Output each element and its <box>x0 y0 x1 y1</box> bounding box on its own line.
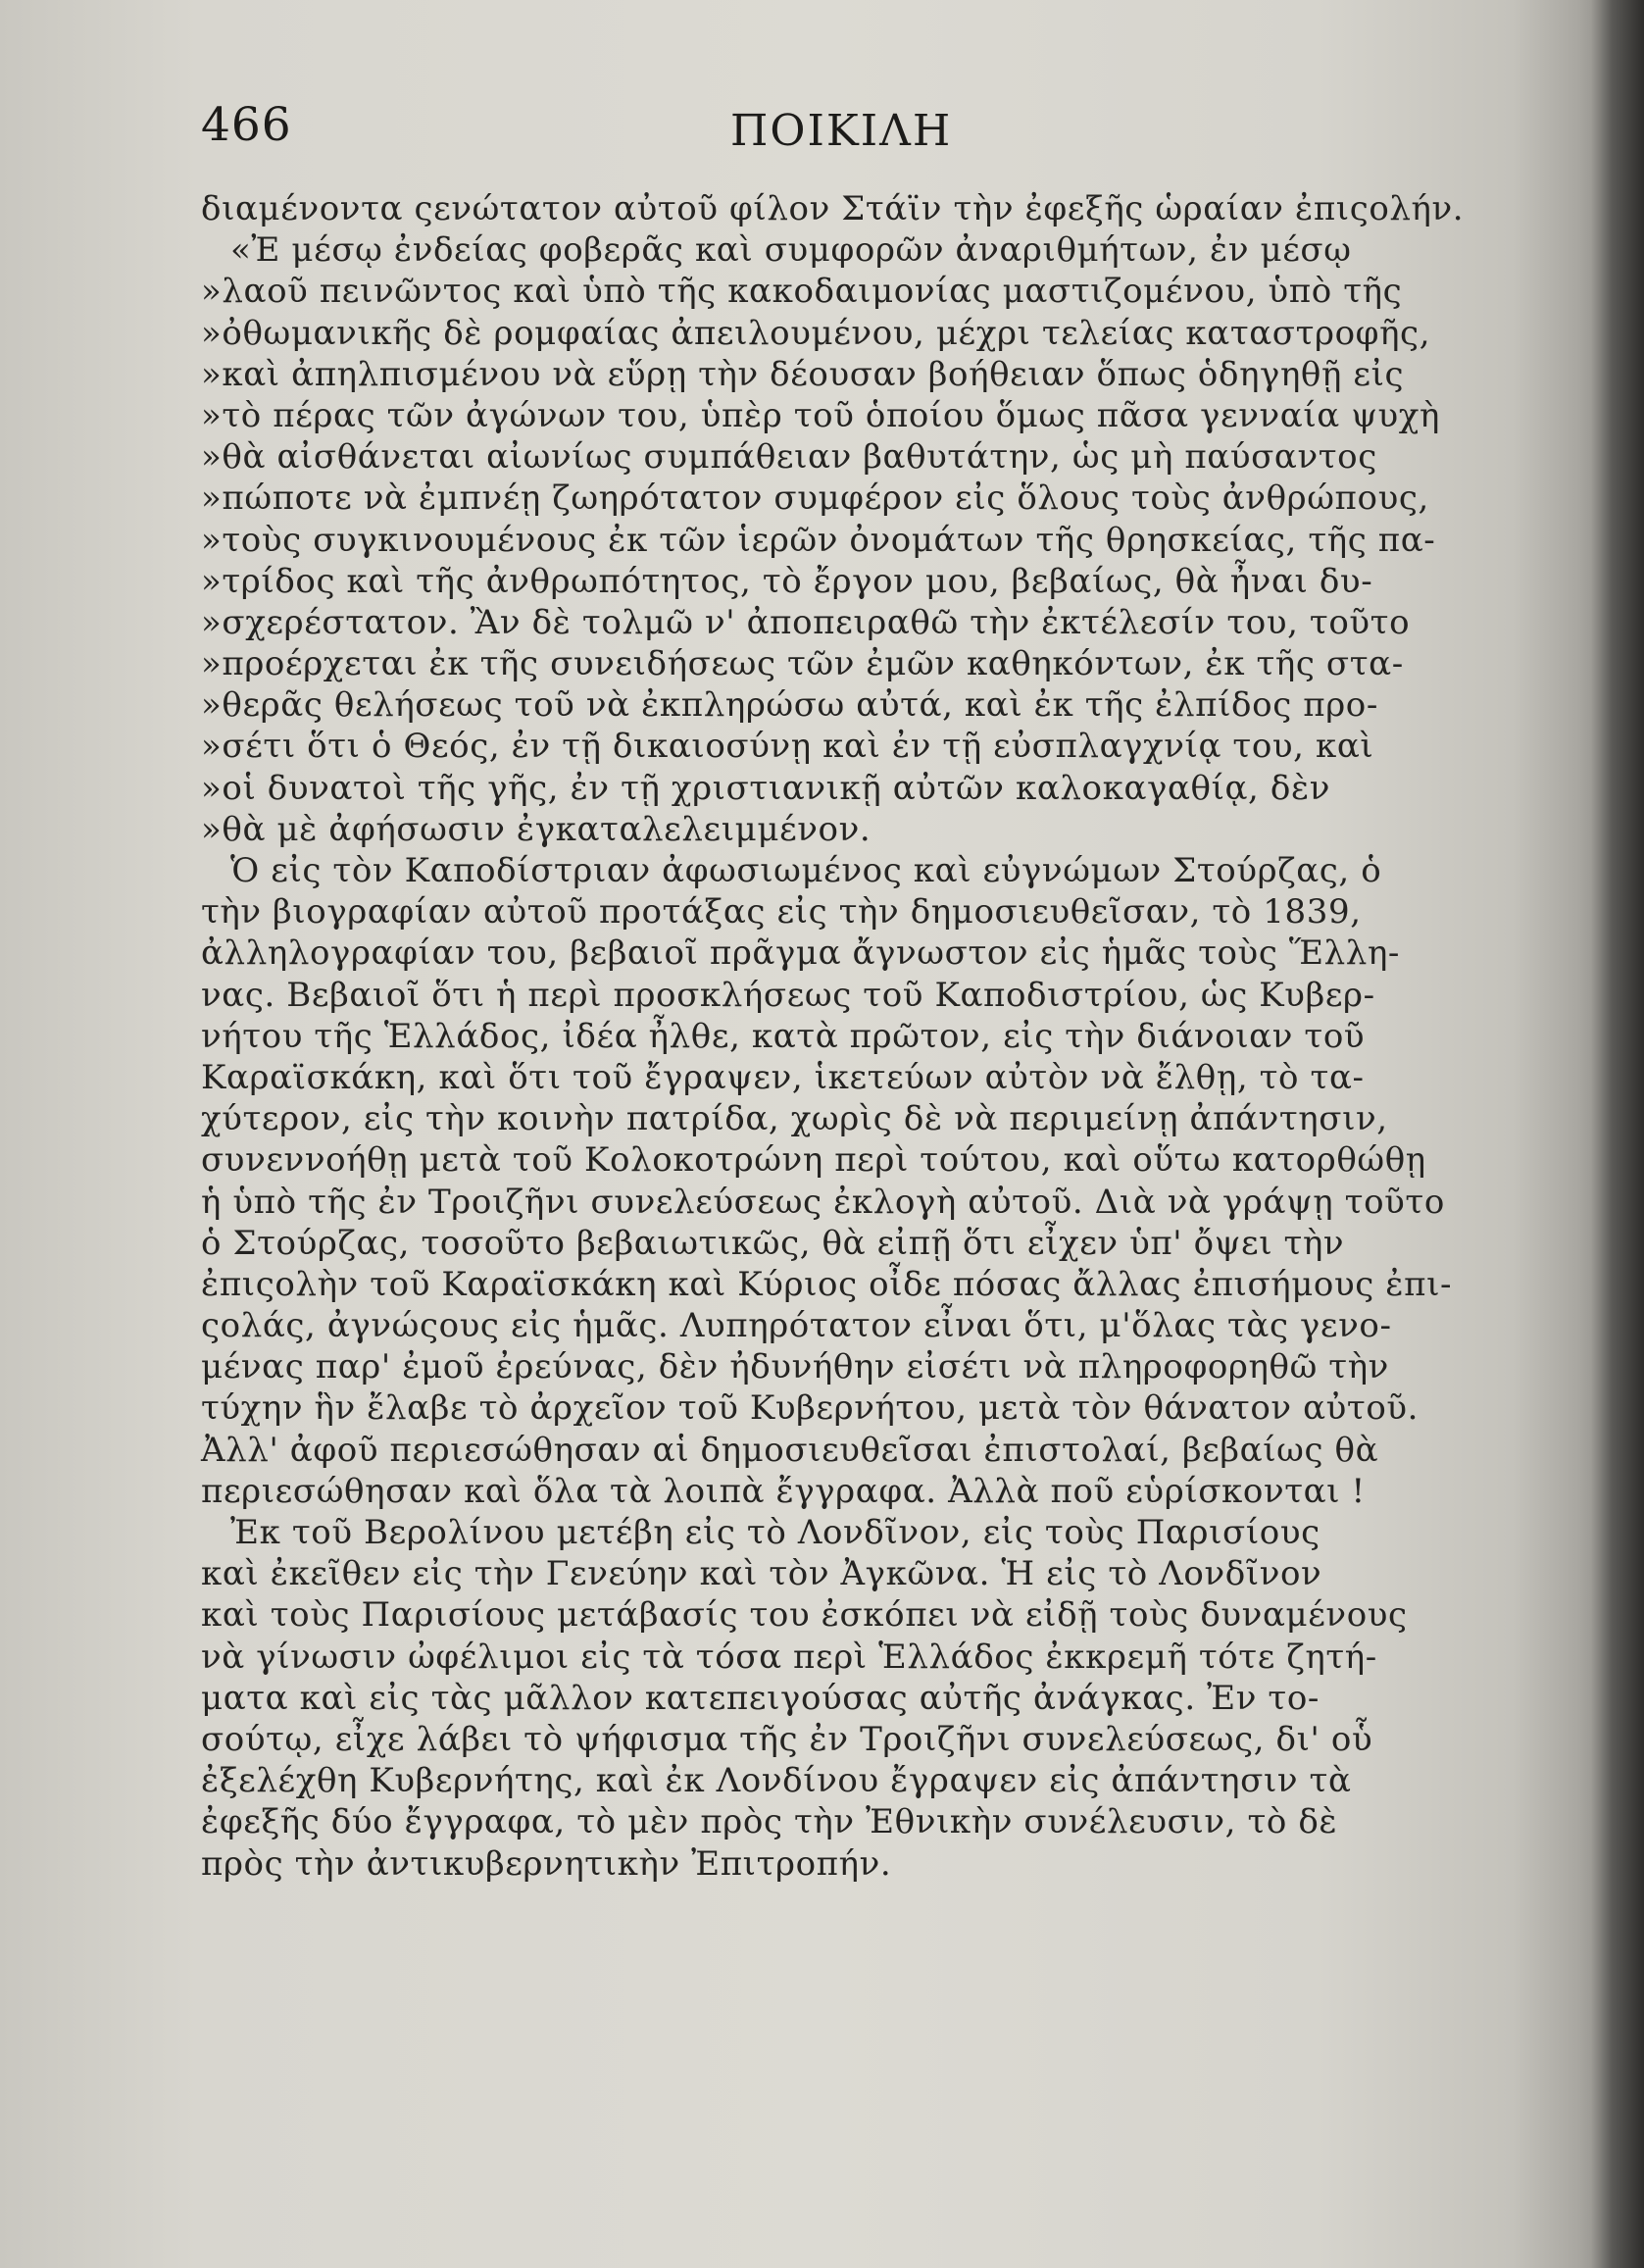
text-line: σούτῳ, εἶχε λάβει τὸ ψήφισμα τῆς ἐν Τροιζῆνι συνελεύσεως, δι' οὗ <box>201 1719 1373 1759</box>
text-line: τύχην ἣν ἔλαβε τὸ ἀρχεῖον τοῦ Κυβερνήτου, μετὰ τὸν θάνατον αὐτοῦ. <box>201 1388 1420 1429</box>
text-line: »πώποτε νὰ ἐμπνέῃ ζωηρότατον συμφέρον εἰς ὅλους τοὺς ἀνθρώπους, <box>201 479 1429 519</box>
text-line: Καραϊσκάκη, καὶ ὅτι τοῦ ἔγραψεν, ἱκετεύων αὐτὸν νὰ ἔλθῃ, τὸ τα- <box>201 1057 1365 1097</box>
page-number: 466 <box>201 98 292 152</box>
text-line: ὁ Στούρζας, τοσοῦτο βεβαιωτικῶς, θὰ εἰπῇ ὅτι εἶχεν ὑπ' ὄψει τὴν <box>201 1223 1345 1263</box>
text-line: »θὰ αἰσθάνεται αἰωνίως συμπάθειαν βαθυτάτην, ὡς μὴ παύσαντος <box>201 437 1377 478</box>
text-line: »θὰ μὲ ἀφήσωσιν ἐγκαταλελειμμένον. <box>201 809 872 849</box>
body-text <box>201 188 1465 1885</box>
text-line: Ἀλλ' ἀφοῦ περιεσώθησαν αἱ δημοσιευθεῖσαι ἐπιστολαί, βεβαίως θὰ <box>201 1430 1379 1470</box>
text-line: ἡ ὑπὸ τῆς ἐν Τροιζῆνι συνελεύσεως ἐκλογὴ αὐτοῦ. Διὰ νὰ γράψῃ τοῦτο <box>201 1182 1445 1222</box>
text-line: »οἱ δυνατοὶ τῆς γῆς, ἐν τῇ χριστιανικῇ αὐτῶν καλοκαγαθίᾳ, δὲν <box>201 768 1331 808</box>
text-line: χύτερον, εἰς τὴν κοινὴν πατρίδα, χωρὶς δὲ νὰ περιμείνῃ ἀπάντησιν, <box>201 1099 1388 1139</box>
text-line: διαμένοντα ςενώτατον αὐτοῦ φίλον Στάϊν τὴν ἐφεξῆς ὡραίαν ἐπιςολήν. <box>201 189 1465 228</box>
text-line: καὶ ἐκεῖθεν εἰς τὴν Γενεύην καὶ τὸν Ἀγκῶνα. Ἡ εἰς τὸ Λονδῖνον <box>201 1554 1322 1594</box>
text-line: «Ἐ μέσῳ ἐνδείας φοβερᾶς καὶ συμφορῶν ἀναριθμήτων, ἐν μέσῳ <box>230 230 1352 271</box>
text-line: »λαοῦ πεινῶντος καὶ ὑπὸ τῆς κακοδαιμονίας μαστιζομένου, ὑπὸ τῆς <box>201 272 1403 312</box>
running-title: ΠΟΙΚΙΛΗ <box>730 106 953 156</box>
text-line: »τοὺς συγκινουμένους ἐκ τῶν ἱερῶν ὀνομάτων τῆς θρησκείας, τῆς πα- <box>201 520 1436 560</box>
text-line: »ὀθωμανικῆς δὲ ρομφαίας ἀπειλουμένου, μέχρι τελείας καταστροφῆς, <box>201 313 1431 353</box>
text-line: συνεννοήθῃ μετὰ τοῦ Κολοκοτρώνη περὶ τούτου, καὶ οὕτω κατορθώθῃ <box>201 1140 1426 1181</box>
text-line: ἐξελέχθη Κυβερνήτης, καὶ ἐκ Λονδίνου ἔγραψεν εἰς ἀπάντησιν τὰ <box>201 1761 1352 1801</box>
text-line: περιεσώθησαν καὶ ὅλα τὰ λοιπὰ ἔγγραφα. Ἀλλὰ ποῦ εὑρίσκονται ! <box>201 1471 1366 1511</box>
text-line: τὴν βιογραφίαν αὐτοῦ προτάξας εἰς τὴν δημοσιευθεῖσαν, τὸ 1839, <box>201 892 1362 932</box>
text-line: Ἐκ τοῦ Βερολίνου μετέβη εἰς τὸ Λονδῖνον, εἰς τοὺς Παρισίους <box>230 1513 1320 1552</box>
text-line: καὶ τοὺς Παρισίους μετάβασίς του ἐσκόπει νὰ εἰδῇ τοὺς δυναμένους <box>201 1595 1408 1636</box>
text-line: ςολάς, ἀγνώςους εἰς ἡμᾶς. Λυπηρότατον εἶναι ὅτι, μ'ὅλας τὰς γενο- <box>201 1306 1392 1346</box>
page-header <box>201 98 1382 176</box>
text-line: »καὶ ἀπηλπισμένου νὰ εὕρῃ τὴν δέουσαν βοήθειαν ὅπως ὁδηγηθῇ εἰς <box>201 354 1405 394</box>
text-line: »σέτι ὅτι ὁ Θεός, ἐν τῇ δικαιοσύνῃ καὶ ἐν τῇ εὐσπλαγχνίᾳ του, καὶ <box>201 727 1374 767</box>
text-line: ἐφεξῆς δύο ἔγγραφα, τὸ μὲν πρὸς τὴν Ἐθνικὴν συνέλευσιν, τὸ δὲ <box>201 1802 1338 1842</box>
text-line: ἀλληλογραφίαν του, βεβαιοῖ πρᾶγμα ἄγνωστον εἰς ἡμᾶς τοὺς Ἕλλη- <box>201 933 1400 974</box>
text-line: νας. Βεβαιοῖ ὅτι ἡ περὶ προσκλήσεως τοῦ Καποδιστρίου, ὡς Κυβερ- <box>201 975 1375 1015</box>
text-line: νήτου τῆς Ἑλλάδος, ἰδέα ἦλθε, κατὰ πρῶτον, εἰς τὴν διάνοιαν τοῦ <box>201 1016 1366 1056</box>
text-line: μένας παρ' ἐμοῦ ἐρεύνας, δὲν ἠδυνήθην εἰσέτι νὰ πληροφορηθῶ τὴν <box>201 1347 1389 1387</box>
text-line: »τρίδος καὶ τῆς ἀνθρωπότητος, τὸ ἔργον μου, βεβαίως, θὰ ἦναι δυ- <box>201 561 1373 601</box>
text-line: νὰ γίνωσιν ὠφέλιμοι εἰς τὰ τόσα περὶ Ἑλλάδος ἐκκρεμῆ τότε ζητή- <box>201 1637 1377 1677</box>
text-line: »σχερέστατον. Ἂν δὲ τολμῶ ν' ἀποπειραθῶ τὴν ἐκτέλεσίν του, τοῦτο <box>201 602 1411 642</box>
text-line: »τὸ πέρας τῶν ἀγώνων του, ὑπὲρ τοῦ ὁποίου ὅμως πᾶσα γενναία ψυχὴ <box>201 395 1440 435</box>
text-line: Ὁ εἰς τὸν Καποδίστριαν ἀφωσιωμένος καὶ εὐγνώμων Στούρζας, ὁ <box>230 851 1382 890</box>
binding-shadow <box>1591 0 1644 2268</box>
text-line: ἐπιςολὴν τοῦ Καραϊσκάκη καὶ Κύριος οἶδε πόσας ἄλλας ἐπισήμους ἐπι- <box>201 1264 1453 1304</box>
text-line: »θερᾶς θελήσεως τοῦ νὰ ἐκπληρώσω αὐτά, καὶ ἐκ τῆς ἐλπίδος προ- <box>201 685 1378 726</box>
text-line: ματα καὶ εἰς τὰς μᾶλλον κατεπειγούσας αὐτῆς ἀνάγκας. Ἐν το- <box>201 1678 1320 1718</box>
text-line: »προέρχεται ἐκ τῆς συνειδήσεως τῶν ἐμῶν καθηκόντων, ἐκ τῆς στα- <box>201 644 1404 684</box>
text-line: πρὸς τὴν ἀντικυβερνητικὴν Ἐπιτροπήν. <box>201 1843 892 1884</box>
